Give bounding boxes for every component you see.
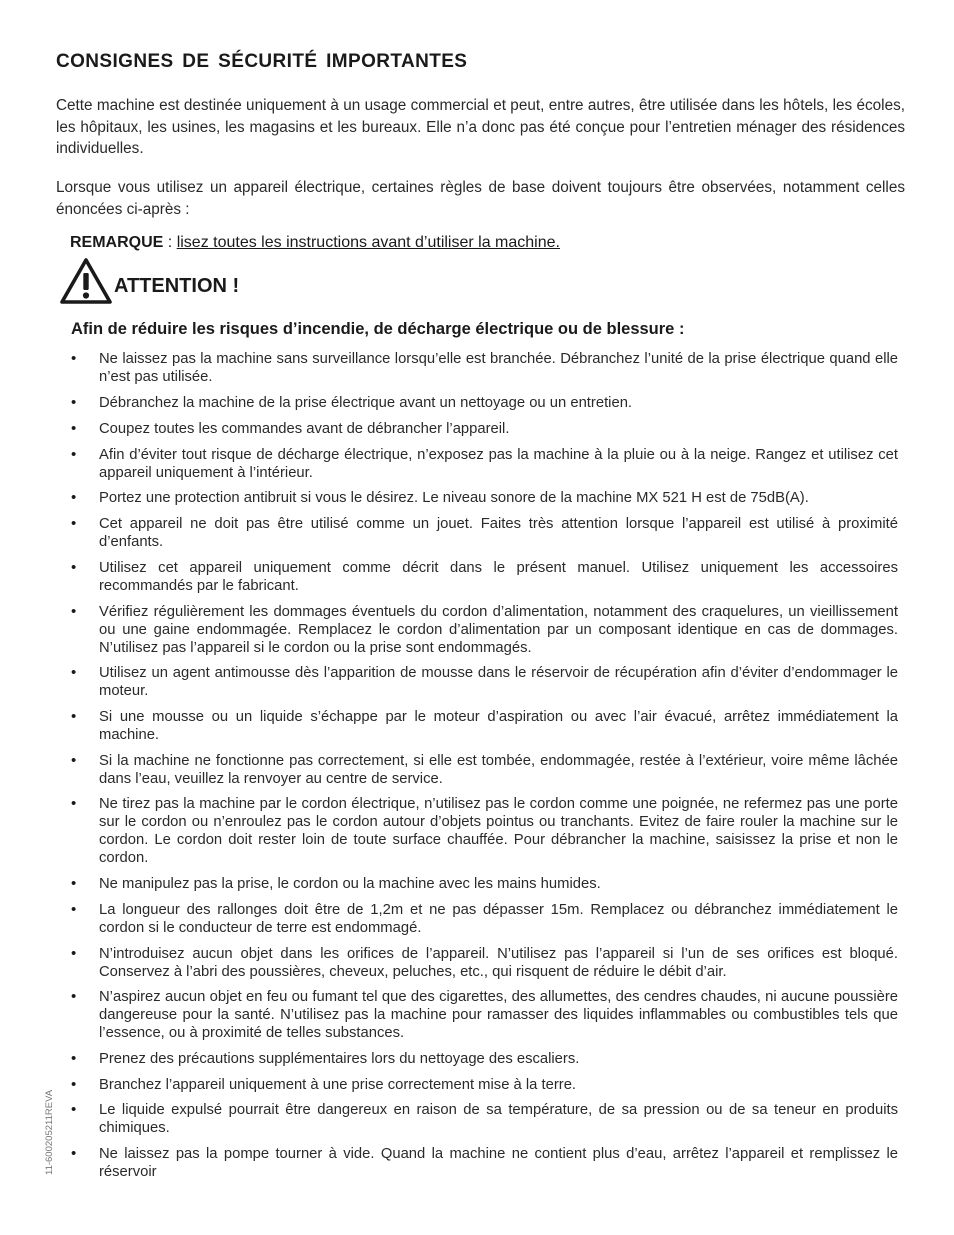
bullet-icon: •: [71, 1145, 77, 1162]
bullet-icon: •: [71, 752, 77, 769]
list-item: [71, 394, 898, 412]
bullet-icon: •: [71, 446, 77, 463]
bullet-icon: •: [71, 795, 77, 812]
bullet-icon: •: [71, 988, 77, 1005]
list-item-text: Ne laissez pas la pompe tourner à vide. Quand la machine ne contient plus d’eau, arrêtez l’appareil et remplissez le réservoir: [99, 1146, 898, 1180]
bullet-icon: •: [71, 515, 77, 532]
list-item: [71, 795, 898, 867]
list-item-text: Débranchez la machine de la prise électrique avant un nettoyage ou un entretien.: [99, 395, 633, 411]
list-item: [71, 603, 898, 657]
list-item-text: Prenez des précautions supplémentaires lors du nettoyage des escaliers.: [99, 1051, 580, 1067]
bullet-icon: •: [71, 559, 77, 576]
list-item-text: Cet appareil ne doit pas être utilisé comme un jouet. Faites très attention lorsque l’appareil est utilisé à proximité d’enfants.: [99, 516, 898, 550]
bullet-icon: •: [71, 945, 77, 962]
warning-triangle-icon: [60, 258, 112, 304]
list-item-text: Si une mousse ou un liquide s’échappe par le moteur d’aspiration ou avec l’air évacué, arrêtez immédiatement la machine.: [99, 709, 898, 743]
bullet-icon: •: [71, 350, 77, 367]
remarque-separator: :: [163, 234, 177, 251]
intro-paragraph-rules: Lorsque vous utilisez un appareil électrique, certaines règles de base doivent toujours être observées, notamment celles énoncées ci-après :: [56, 179, 905, 218]
bullet-icon: •: [71, 394, 77, 411]
list-item-text: Branchez l’appareil uniquement à une prise correctement mise à la terre.: [99, 1077, 577, 1093]
list-item: [71, 708, 898, 744]
list-item-text: Vérifiez régulièrement les dommages éventuels du cordon d’alimentation, notamment des craquelures, un vieillissement ou une gaine endommagée. Remplacez le cordon d’alimentation par un composant identique en cas de dommages. N’utilisez pas l’appareil si le cordon ou la prise sont endommagés.: [99, 604, 898, 656]
bullet-icon: •: [71, 664, 77, 681]
list-item-text: Portez une protection antibruit si vous le désirez. Le niveau sonore de la machine MX 521 H est de 75dB(A).: [99, 490, 809, 506]
list-item: [71, 664, 898, 700]
list-item: [71, 559, 898, 595]
list-item-text: Coupez toutes les commandes avant de débrancher l’appareil.: [99, 421, 510, 437]
list-item: [71, 1076, 898, 1094]
list-item: [71, 875, 898, 893]
list-item: [71, 1050, 898, 1068]
list-item-text: Ne tirez pas la machine par le cordon électrique, n’utilisez pas le cordon comme une poignée, ne refermez pas une porte sur le cordon ou n’enroulez pas le cordon autour d’objets pointus ou tranchants. Evitez de faire rouler la machine sur le cordon. Le cordon doit rester loin de toute surface chauffée. Pour débrancher la machine, saisissez la prise et non le cordon.: [99, 796, 898, 866]
bullet-icon: •: [71, 708, 77, 725]
list-item: [71, 420, 898, 438]
list-item: [71, 446, 898, 482]
bullet-icon: •: [71, 875, 77, 892]
list-item-text: Ne manipulez pas la prise, le cordon ou la machine avec les mains humides.: [99, 876, 601, 892]
remarque-label: REMARQUE: [70, 234, 164, 251]
bullet-icon: •: [71, 489, 77, 506]
bullet-icon: •: [71, 1076, 77, 1093]
list-item-text: Afin d’éviter tout risque de décharge électrique, n’exposez pas la machine à la pluie ou à la neige. Rangez et utilisez cet appareil uniquement à l’intérieur.: [99, 447, 898, 481]
bullet-icon: •: [71, 901, 77, 918]
list-item: [71, 1145, 898, 1181]
list-item-text: Le liquide expulsé pourrait être dangereux en raison de sa température, de sa pression ou de sa teneur en produits chimiques.: [99, 1102, 898, 1136]
list-item: [71, 350, 898, 386]
list-item-text: Ne laissez pas la machine sans surveillance lorsqu’elle est branchée. Débranchez l’unité de la prise électrique quand elle n’est pas utilisée.: [99, 351, 898, 385]
list-item: [71, 901, 898, 937]
page-title: CONSIGNES DE SÉCURITÉ IMPORTANTES: [56, 51, 468, 72]
list-item-text: N’aspirez aucun objet en feu ou fumant tel que des cigarettes, des allumettes, des cendres chaudes, ni aucune poussière dangereuse pour la santé. N’utilisez pas la machine pour ramasser des liquides inflammables ou combustibles tels que l’essence, ou à proximité de telles substances.: [99, 989, 898, 1041]
intro-paragraph-usage: Cette machine est destinée uniquement à un usage commercial et peut, entre autres, être utilisée dans les hôtels, les écoles, les hôpitaux, les usines, les magasins et les bureaux. Elle n’a donc pas été conçue pour l’entretien ménager des résidences individuelles.: [56, 97, 905, 157]
list-item: [71, 945, 898, 981]
list-item-text: La longueur des rallonges doit être de 1,2m et ne pas dépasser 15m. Remplacez ou débranchez immédiatement le cordon si le conducteur de terre est endommagé.: [99, 902, 898, 936]
attention-title: ATTENTION !: [114, 275, 240, 297]
list-item: [71, 988, 898, 1042]
bullet-icon: •: [71, 603, 77, 620]
list-item: [71, 752, 898, 788]
remarque-note: [70, 234, 560, 252]
remarque-text: lisez toutes les instructions avant d’utiliser la machine.: [176, 234, 560, 251]
bullet-icon: •: [71, 420, 77, 437]
list-item-text: N’introduisez aucun objet dans les orifices de l’appareil. N’utilisez pas l’appareil si l’un de ses orifices est bloqué. Conservez à l’abri des poussières, cheveux, peluches, etc., qui risquent de réduire le débit d’air.: [99, 946, 898, 980]
list-item-text: Si la machine ne fonctionne pas correctement, si elle est tombée, endommagée, restée à l’extérieur, voire même lâchée dans l’eau, veuillez la renvoyer au centre de service.: [99, 753, 898, 787]
bullet-icon: •: [71, 1101, 77, 1118]
list-item-text: Utilisez cet appareil uniquement comme décrit dans le présent manuel. Utilisez uniquement les accessoires recommandés par le fabricant.: [99, 560, 898, 594]
document-reference-code: 11-600205211REVA: [44, 1089, 55, 1175]
warning-heading: Afin de réduire les risques d’incendie, de décharge électrique ou de blessure :: [71, 320, 685, 338]
list-item: [71, 489, 898, 507]
list-item-text: Utilisez un agent antimousse dès l’apparition de mousse dans le réservoir de récupération afin d’éviter d’endommager le moteur.: [99, 665, 898, 699]
bullet-icon: •: [71, 1050, 77, 1067]
list-item: [71, 515, 898, 551]
list-item: [71, 1101, 898, 1137]
